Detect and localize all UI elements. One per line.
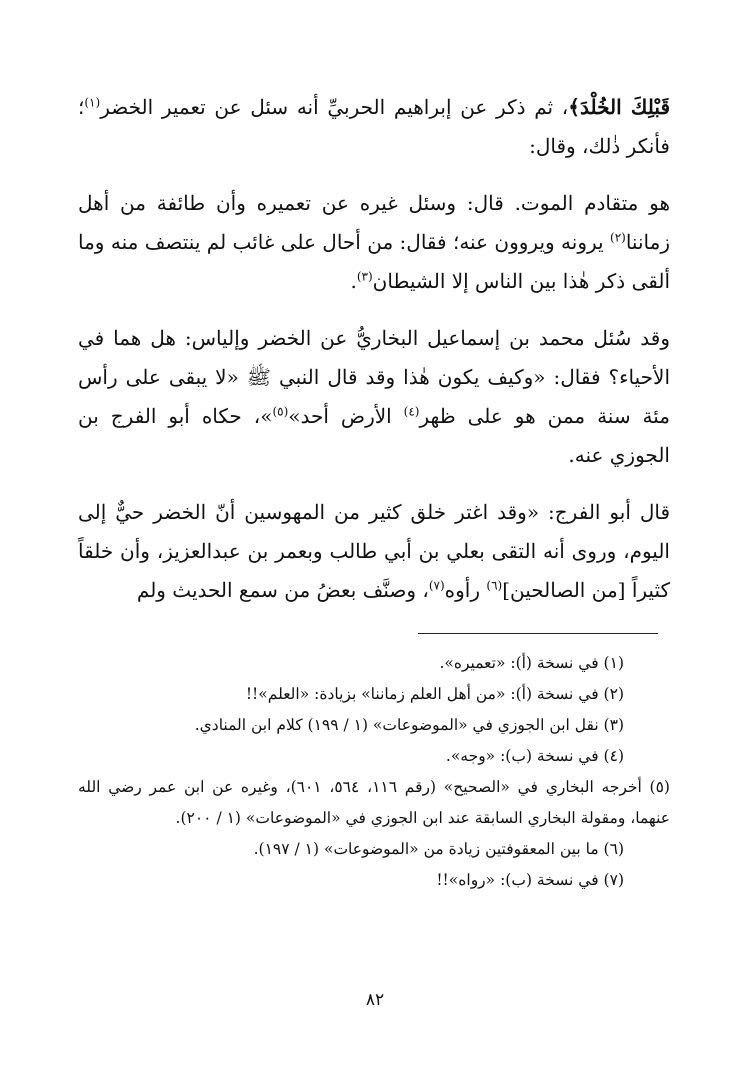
footnote-ref-1[interactable]: (١) <box>84 95 101 110</box>
paragraph-2 <box>78 184 670 301</box>
para-text: ؛ فأنكر ذٰلك، وقال: <box>78 95 670 158</box>
para-text: . <box>350 269 357 293</box>
para-text: يرونه ويروون عنه؛ فقال: من أحال على غائب لم ينتصف منه وما ألقى ذكر هٰذا بين الناس إلا الشيطان <box>78 230 670 293</box>
footnote-ref-4[interactable]: (٤) <box>403 404 420 419</box>
para-text: قال أبو الفرج: «وقد اغتر خلق كثير من المهوسين أنّ الخضر حيٌّ إلى اليوم، وروى أنه التقى بعلي بن أبي طالب وبعمر بن عبدالعزيز، وأن خلقاً كثيراً [من الصالحين] <box>78 500 670 602</box>
footnote-1: (١) في نسخة (أ): «تعميره». <box>439 654 624 672</box>
footnote-7: (٧) في نسخة (ب): «رواه»!! <box>436 871 624 889</box>
footnote-ref-3[interactable]: (٣) <box>356 269 373 284</box>
para-text: هو متقادم الموت. قال: وسئل غيره عن تعميره وأن طائفة من أهل زماننا <box>78 191 670 254</box>
quran-fragment: قَبْلِكَ الخُلْدَ﴾ <box>568 95 671 119</box>
footnote-ref-2[interactable]: (٢) <box>610 230 626 245</box>
paragraph-3 <box>78 319 670 475</box>
main-text <box>78 88 670 628</box>
para-text: رأوه <box>444 578 487 602</box>
para-text: ، وصنَّف بعضُ من سمع الحديث ولم <box>136 578 429 602</box>
footnotes <box>78 648 670 896</box>
para-text: وقد سُئل محمد بن إسماعيل البخاريُّ عن الخضر وإلياس: هل هما في الأحياء؟ فقال: «وكيف يكون هٰذا وقد قال النبي ﷺ «لا يبقى على رأس مئة سنة ممن هو على ظهر <box>78 326 671 428</box>
footnote-divider <box>418 633 658 634</box>
footnote-ref-5[interactable]: (٥) <box>272 404 289 419</box>
paragraph-1 <box>78 88 670 166</box>
footnote-2: (٢) في نسخة (أ): «من أهل العلم زماننا» بزيادة: «العلم»!! <box>245 685 624 703</box>
page-number: ٨٢ <box>365 990 385 1010</box>
paragraph-4 <box>78 493 670 610</box>
para-text: ، ثم ذكر عن إبراهيم الحربيِّ أنه سئل عن تعمير الخضر <box>100 95 569 119</box>
footnote-ref-6[interactable]: (٦) <box>486 578 503 593</box>
footnote-3: (٣) نقل ابن الجوزي في «الموضوعات» (١ / ١٩٩) كلام ابن المنادي. <box>194 716 624 734</box>
footnote-ref-7[interactable]: (٧) <box>428 578 445 593</box>
footnote-4: (٤) في نسخة (ب): «وجه». <box>445 747 624 765</box>
para-text: الأرض أحد» <box>288 404 404 428</box>
footnote-5: (٥) أخرجه البخاري في «الصحيح» (رقم ١١٦، ٥٦٤، ٦٠١)، وغيره عن ابن عمر رضي الله عنهما، ومقولة البخاري السابقة عند ابن الجوزي في «الموضوعات» (١ / ٢٠٠). <box>78 778 670 827</box>
para-text: »، حكاه أبو الفرج بن الجوزي عنه. <box>78 404 670 467</box>
footnote-6: (٦) ما بين المعقوفتين زيادة من «الموضوعات» (١ / ١٩٧). <box>253 840 624 858</box>
